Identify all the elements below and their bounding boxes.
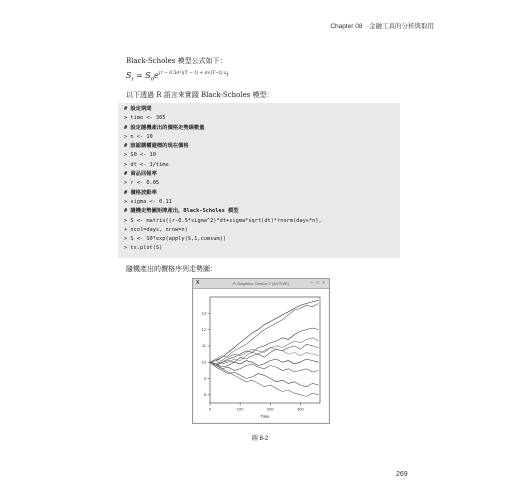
code-line: > ts.plot(S)	[124, 245, 163, 252]
code-comment-line: # 設定期間	[124, 106, 152, 112]
price-path-chart	[194, 289, 328, 423]
series-line-2	[210, 304, 319, 363]
formula-lhs-sub: t	[131, 76, 134, 83]
x-tick-label: 0	[208, 406, 212, 412]
series-line-1	[210, 300, 319, 362]
code-block	[118, 103, 400, 258]
code-comment-line: # 商品回報率	[124, 171, 157, 178]
y-tick-label: 11	[201, 343, 206, 349]
code-line: + ncol=days, nrow=n)	[124, 226, 188, 233]
formula-exponent: (r − 0.5σ²)(T − t) + σ√(T−t) εt	[158, 71, 229, 79]
x-tick-label: 300	[297, 406, 304, 412]
code-line: > S <- S0*exp(apply(S,1,cumsum))	[124, 236, 227, 243]
code-line: > r <- 0.05	[124, 180, 160, 187]
code-line: > time <- 365	[124, 115, 166, 122]
code-comment-line: # 隨機走勢圖矩陣產出，Black-Scholes 模型	[124, 208, 239, 215]
lead-text: 以下透過 R 語言來實踐 Black-Scholes 模型：	[126, 91, 274, 99]
plot-frame	[210, 297, 320, 403]
y-tick-label: 13	[201, 310, 206, 316]
code-comment-line: # 設定隨機產出的價格走勢線數量	[124, 124, 205, 131]
black-scholes-formula	[126, 71, 229, 83]
x-tick-label: 100	[236, 406, 244, 412]
code-comment-line: # 該認購權證標的現在價格	[124, 143, 189, 150]
formula-s0-sub: 0	[150, 76, 154, 83]
plot-area	[194, 289, 328, 422]
code-line: > S0 <- 10	[124, 152, 156, 159]
y-tick-label: 12	[201, 326, 206, 332]
y-tick-label: 10	[201, 359, 206, 365]
code-line: > sigma <- 0.11	[124, 198, 172, 205]
x-tick-label: 200	[266, 406, 274, 412]
code-line: > n <- 10	[124, 133, 153, 140]
window-title: R Graphics: Device 2 (ACTIVE)	[232, 281, 289, 286]
formula-eq: = S	[133, 71, 151, 80]
r-graphics-window	[192, 278, 330, 424]
chapter-header: Chapter 08 金融工具的分析與取用	[330, 23, 434, 30]
formula-lhs: S	[126, 71, 132, 80]
code-comment-line: # 價格波動率	[124, 189, 157, 196]
code-line: > dt <- 1/time	[124, 161, 169, 168]
x-axis-label: Time	[260, 414, 270, 419]
window-controls[interactable]: – □ ×	[310, 280, 326, 285]
code-line: > S <- matrix((r-0.5*sigma^2)*dt+sigma*sqrt(dt)*rnorm(days*n),	[124, 217, 322, 224]
series-line-3	[210, 328, 319, 364]
formula-e: e	[153, 71, 159, 80]
y-tick-label: 9	[203, 375, 206, 381]
y-tick-label: 8	[203, 392, 206, 398]
figure-caption: 圖 8-2	[251, 436, 269, 442]
intro-text: Black-Scholes 模型公式如下：	[126, 57, 227, 65]
page-number: 269	[396, 471, 408, 478]
figure-intro-text: 隨機產出的價格序列走勢圖：	[126, 265, 217, 273]
window-titlebar	[193, 279, 329, 289]
x11-icon: X	[196, 280, 200, 286]
